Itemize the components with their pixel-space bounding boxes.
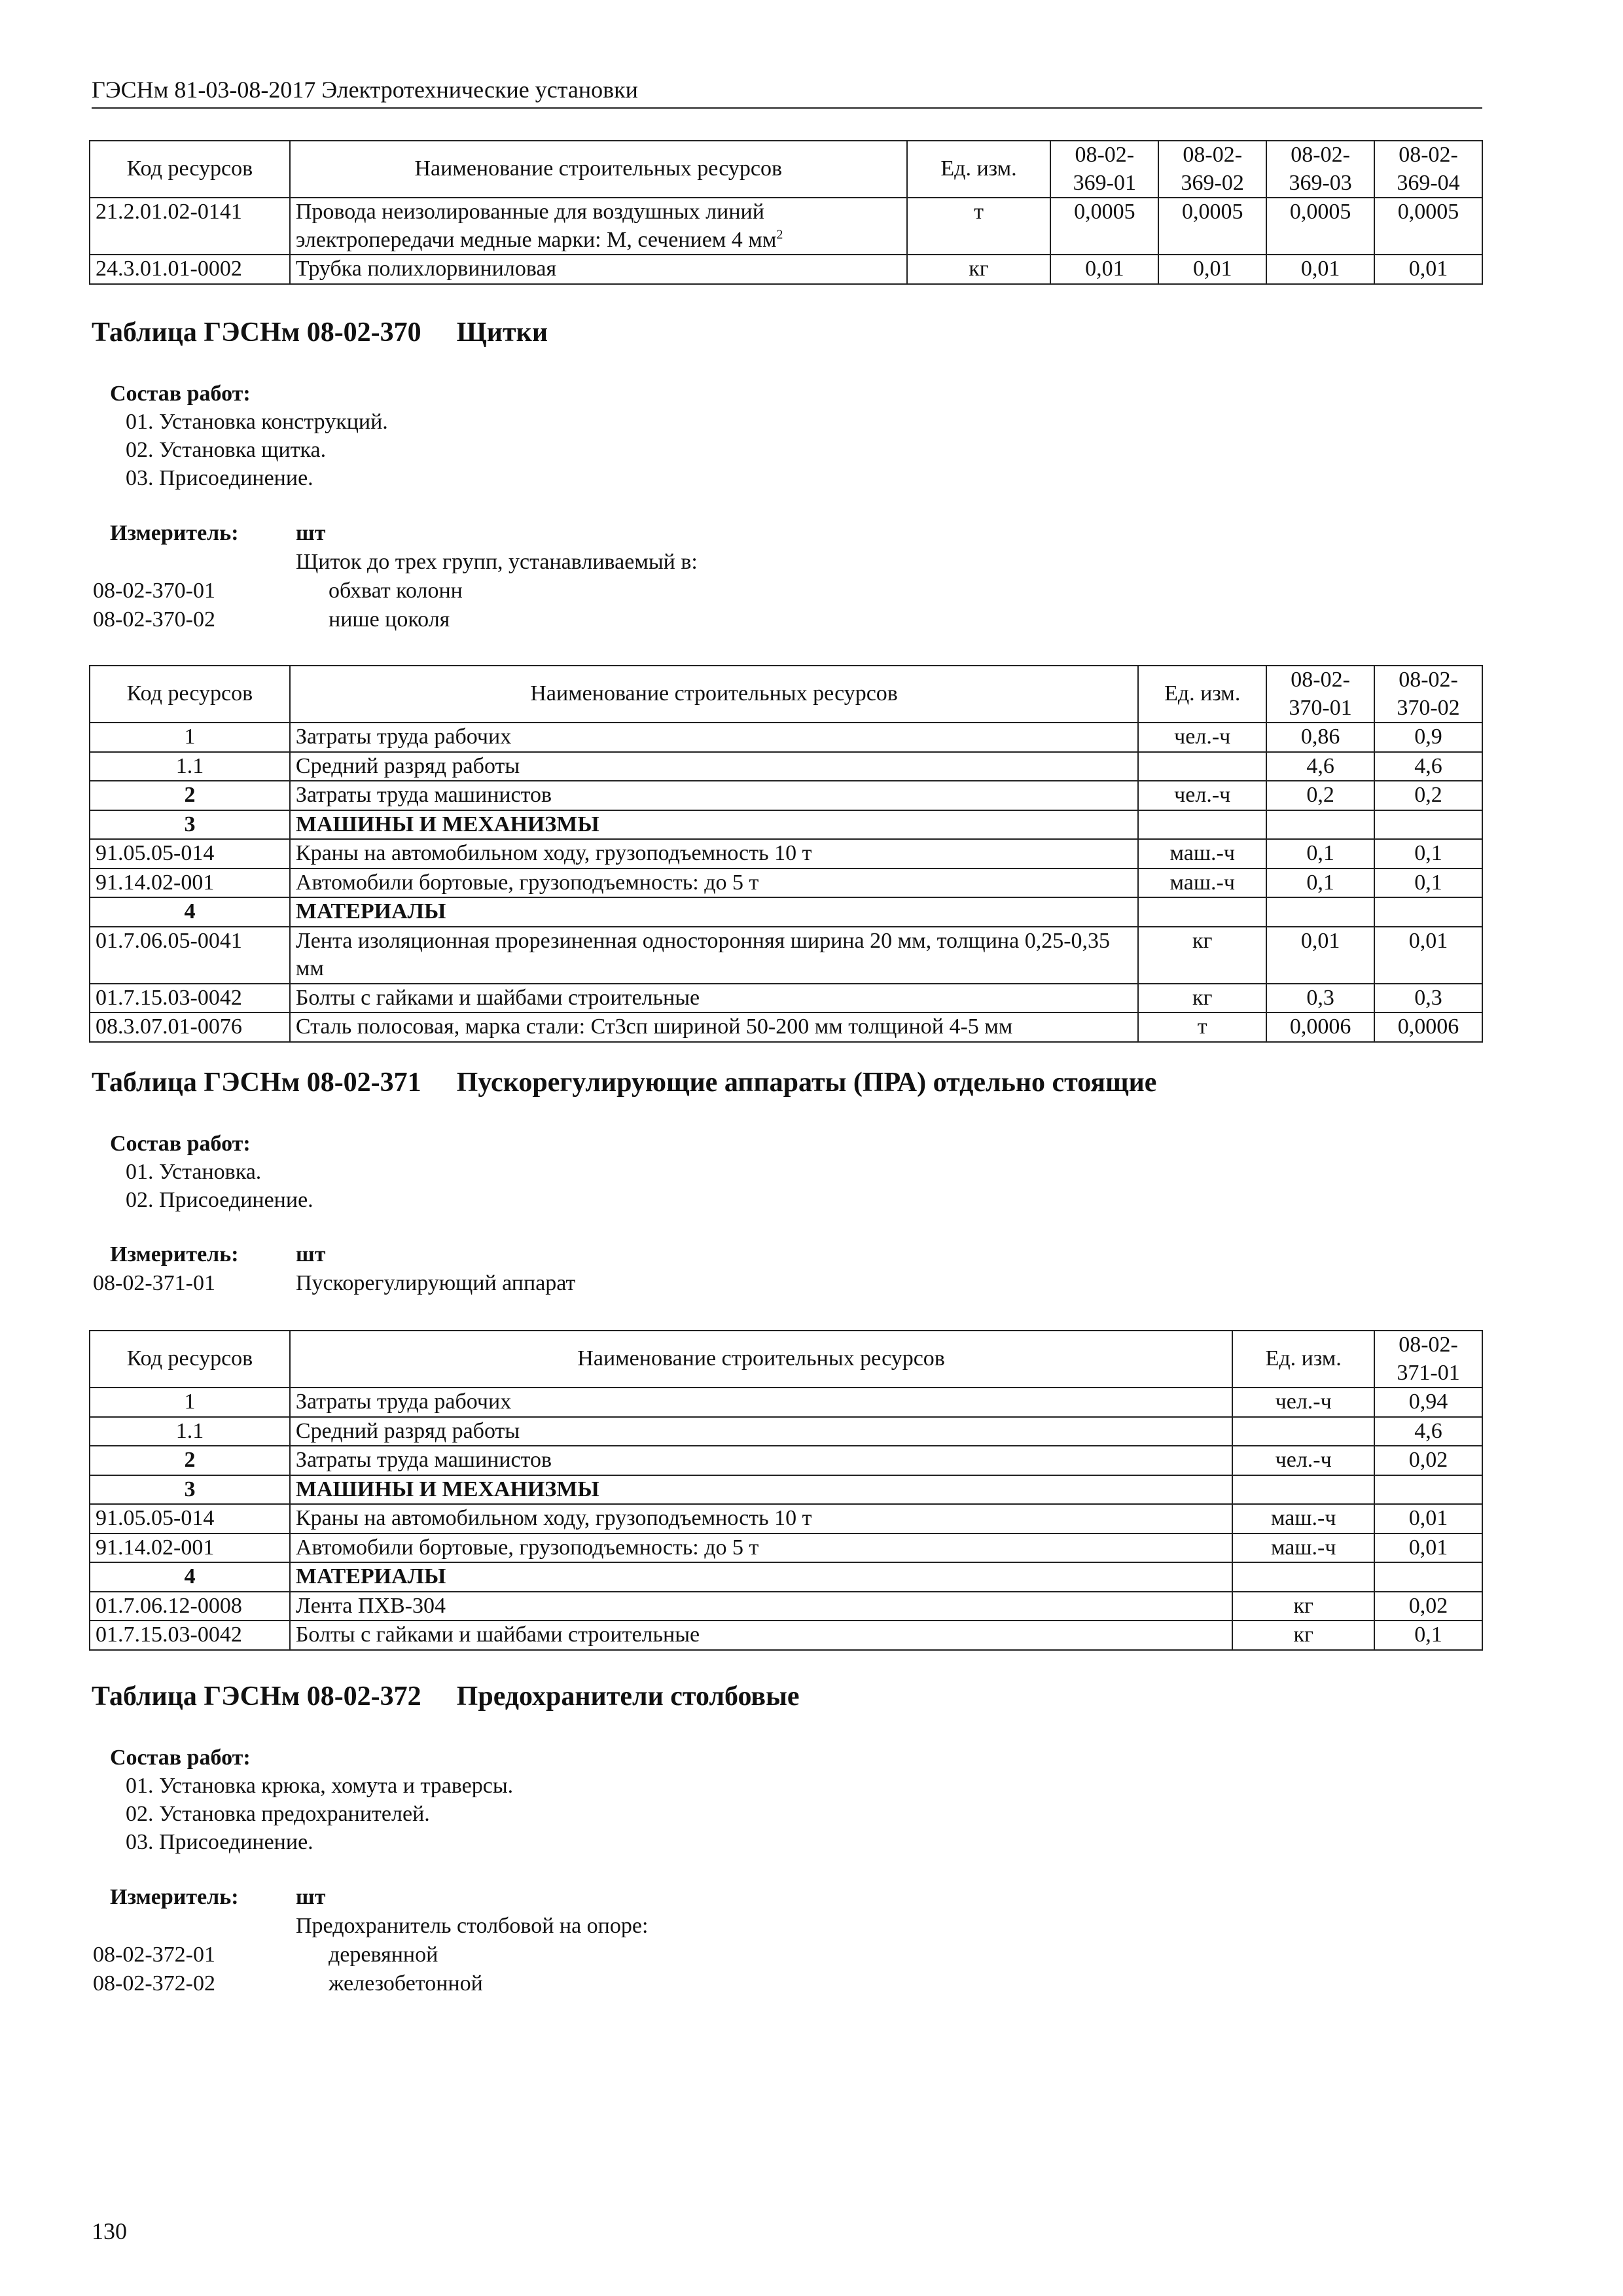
resource-value: 0,86 [1266,723,1374,752]
resource-value: 0,0005 [1050,198,1158,255]
work-item: 03. Присоединение. [126,1830,313,1854]
item-description: Пускорегулирующий аппарат [296,1271,576,1295]
resource-code: 21.2.01.02-0141 [90,198,290,255]
resource-code: 01.7.06.12-0008 [90,1592,290,1621]
resource-name: Краны на автомобильном ходу, грузоподъемность 10 т [290,839,1138,869]
table-row [90,198,1482,255]
resource-name: Затраты труда машинистов [290,781,1138,810]
resource-unit: кг [1232,1621,1374,1650]
resource-value: 4,6 [1374,1417,1482,1446]
resource-name: Автомобили бортовые, грузоподъемность: до 5 т [290,1534,1232,1563]
item-code: 08-02-371-01 [93,1271,215,1295]
title-prefix: Таблица ГЭСНм 08-02-372 [92,1681,421,1712]
resource-value: 0,01 [1374,255,1482,284]
resource-value: 0,0005 [1158,198,1266,255]
table-371 [89,1330,1483,1651]
item-description: железобетонной [329,1971,483,1996]
resource-name-text: Провода неизолированные для воздушных линий электропередачи медные марки: М, сечением 4 мм [295,200,777,252]
work-item: 02. Установка щитка. [126,438,327,462]
item-code: 08-02-372-02 [93,1971,215,1996]
resource-value: 0,01 [1374,1504,1482,1534]
work-composition-372 [110,1744,513,1856]
resource-name: Лента изоляционная прорезиненная односторонняя ширина 20 мм, толщина 0,25-0,35 мм [290,927,1138,984]
resource-unit [1232,1417,1374,1446]
header-unit: Ед. изм. [1138,666,1266,723]
resource-name: МАТЕРИАЛЫ [290,1562,1232,1592]
resource-code: 24.3.01.01-0002 [90,255,290,284]
resource-value [1374,1475,1482,1505]
resource-value: 0,2 [1374,781,1482,810]
resource-unit [1138,810,1266,840]
work-item: 02. Установка предохранителей. [126,1802,430,1826]
work-composition-371 [110,1130,313,1214]
table-369 [89,140,1483,285]
header-col: 08-02-370-02 [1374,666,1482,723]
resource-name: Затраты труда рабочих [290,723,1138,752]
header-code: Код ресурсов [90,666,290,723]
title-name: Предохранители столбовые [456,1681,800,1712]
resource-value [1374,897,1482,927]
table-row [90,1592,1482,1621]
table-row [90,1621,1482,1650]
resource-name: Средний разряд работы [290,752,1138,781]
meter-label: Измеритель: [110,1885,239,1909]
resource-value: 0,94 [1374,1388,1482,1417]
table-row [90,1475,1482,1505]
resource-value: 4,6 [1374,752,1482,781]
table-row [90,869,1482,898]
resource-code: 1 [90,1388,290,1417]
resource-name: МАШИНЫ И МЕХАНИЗМЫ [290,810,1138,840]
resource-value: 4,6 [1266,752,1374,781]
resource-code: 91.05.05-014 [90,1504,290,1534]
resource-value: 0,3 [1266,984,1374,1013]
section-title-372 [92,1681,800,1712]
header-name: Наименование строительных ресурсов [290,1331,1232,1388]
resource-unit: чел.-ч [1232,1446,1374,1475]
resource-code: 91.05.05-014 [90,839,290,869]
header-col: 08-02-369-04 [1374,141,1482,198]
resource-unit: кг [1232,1592,1374,1621]
table-row [90,897,1482,927]
resource-value: 0,0005 [1266,198,1374,255]
resource-unit [1232,1562,1374,1592]
resource-value: 0,01 [1266,927,1374,984]
work-label: Состав работ: [110,1746,251,1770]
meter-unit: шт [296,1242,326,1266]
work-item: 01. Установка. [126,1160,262,1184]
resource-name: Краны на автомобильном ходу, грузоподъемность 10 т [290,1504,1232,1534]
resource-unit: т [1138,1013,1266,1042]
resource-value: 0,01 [1158,255,1266,284]
resource-code: 2 [90,1446,290,1475]
resource-value: 0,1 [1374,1621,1482,1650]
work-item: 03. Присоединение. [126,466,313,490]
header-col: 08-02-370-01 [1266,666,1374,723]
table-row [90,1446,1482,1475]
resource-unit: чел.-ч [1232,1388,1374,1417]
resource-code: 3 [90,810,290,840]
work-label: Состав работ: [110,382,251,406]
resource-value: 0,01 [1374,1534,1482,1563]
table-row [90,752,1482,781]
resource-unit: чел.-ч [1138,781,1266,810]
header-unit: Ед. изм. [907,141,1051,198]
header-col: 08-02-369-02 [1158,141,1266,198]
table-row [90,1013,1482,1042]
resource-unit [1138,897,1266,927]
header-unit: Ед. изм. [1232,1331,1374,1388]
resource-code: 91.14.02-001 [90,869,290,898]
resource-code: 01.7.15.03-0042 [90,984,290,1013]
resource-name: Затраты труда машинистов [290,1446,1232,1475]
resource-value: 0,02 [1374,1446,1482,1475]
resource-unit: т [907,198,1051,255]
table-row [90,1504,1482,1534]
resource-name: Средний разряд работы [290,1417,1232,1446]
resource-name: Сталь полосовая, марка стали: Ст3сп шириной 50-200 мм толщиной 4-5 мм [290,1013,1138,1042]
section-title-370 [92,317,548,348]
meter-unit: шт [296,1885,326,1909]
work-item: 02. Присоединение. [126,1188,313,1212]
resource-name: Лента ПХВ-304 [290,1592,1232,1621]
resource-value: 0,0006 [1266,1013,1374,1042]
title-prefix: Таблица ГЭСНм 08-02-371 [92,1067,421,1098]
section-title-371 [92,1067,1156,1098]
resource-value: 0,01 [1050,255,1158,284]
resource-code: 4 [90,1562,290,1592]
title-prefix: Таблица ГЭСНм 08-02-370 [92,317,421,348]
resource-code: 3 [90,1475,290,1505]
resource-value [1266,810,1374,840]
resource-value: 0,9 [1374,723,1482,752]
resource-unit [1232,1475,1374,1505]
header-code: Код ресурсов [90,1331,290,1388]
header-code: Код ресурсов [90,141,290,198]
resource-name: МАШИНЫ И МЕХАНИЗМЫ [290,1475,1232,1505]
meter-description: Щиток до трех групп, устанавливаемый в: [296,550,698,574]
resource-code: 1.1 [90,1417,290,1446]
work-label: Состав работ: [110,1132,251,1156]
table-row [90,1417,1482,1446]
resource-name: Затраты труда рабочих [290,1388,1232,1417]
table-row [90,781,1482,810]
resource-name: Автомобили бортовые, грузоподъемность: до 5 т [290,869,1138,898]
header-col: 08-02-369-03 [1266,141,1374,198]
resource-name: МАТЕРИАЛЫ [290,897,1138,927]
page-number: 130 [92,2218,127,2244]
table-row [90,810,1482,840]
meter-description: Предохранитель столбовой на опоре: [296,1914,649,1938]
resource-unit: маш.-ч [1138,839,1266,869]
item-code: 08-02-370-01 [93,579,215,603]
running-header: ГЭСНм 81-03-08-2017 Электротехнические установки [92,77,1482,109]
resource-name: Трубка полихлорвиниловая [290,255,907,284]
resource-unit: маш.-ч [1138,869,1266,898]
resource-code: 08.3.07.01-0076 [90,1013,290,1042]
resource-value: 0,1 [1374,869,1482,898]
resource-value [1374,1562,1482,1592]
meter-label: Измеритель: [110,1242,239,1266]
resource-unit: кг [907,255,1051,284]
resource-name: Болты с гайками и шайбами строительные [290,1621,1232,1650]
table-row [90,1562,1482,1592]
resource-name [290,198,907,255]
title-name: Щитки [456,317,548,348]
resource-value: 0,1 [1374,839,1482,869]
header-name: Наименование строительных ресурсов [290,141,907,198]
resource-value: 0,0005 [1374,198,1482,255]
table-row [90,1388,1482,1417]
table-row [90,984,1482,1013]
resource-unit: кг [1138,984,1266,1013]
resource-unit: чел.-ч [1138,723,1266,752]
resource-value: 0,02 [1374,1592,1482,1621]
superscript: 2 [776,227,783,242]
header-name: Наименование строительных ресурсов [290,666,1138,723]
work-item: 01. Установка конструкций. [126,410,388,434]
title-name: Пускорегулирующие аппараты (ПРА) отдельно стоящие [456,1067,1157,1098]
resource-code: 01.7.15.03-0042 [90,1621,290,1650]
resource-code: 1 [90,723,290,752]
table-370 [89,665,1483,1043]
work-item: 01. Установка крюка, хомута и траверсы. [126,1774,514,1798]
meter-unit: шт [296,521,326,545]
work-composition-370 [110,380,388,492]
resource-value: 0,1 [1266,869,1374,898]
item-description: нише цоколя [329,607,450,632]
resource-code: 01.7.06.05-0041 [90,927,290,984]
resource-value [1374,810,1482,840]
table-row [90,255,1482,284]
resource-unit: кг [1138,927,1266,984]
meter-label: Измеритель: [110,521,239,545]
item-description: обхват колонн [329,579,463,603]
resource-value: 0,3 [1374,984,1482,1013]
resource-value: 0,1 [1266,839,1374,869]
resource-value: 0,01 [1374,927,1482,984]
resource-value: 0,0006 [1374,1013,1482,1042]
resource-unit: маш.-ч [1232,1504,1374,1534]
item-code: 08-02-370-02 [93,607,215,632]
table-row [90,723,1482,752]
item-description: деревянной [329,1943,438,1967]
header-col: 08-02-371-01 [1374,1331,1482,1388]
table-row [90,1534,1482,1563]
item-code: 08-02-372-01 [93,1943,215,1967]
resource-code: 1.1 [90,752,290,781]
resource-code: 2 [90,781,290,810]
table-row [90,839,1482,869]
resource-code: 4 [90,897,290,927]
resource-unit: маш.-ч [1232,1534,1374,1563]
resource-value [1266,897,1374,927]
resource-value: 0,01 [1266,255,1374,284]
resource-code: 91.14.02-001 [90,1534,290,1563]
table-row [90,927,1482,984]
resource-name: Болты с гайками и шайбами строительные [290,984,1138,1013]
resource-unit [1138,752,1266,781]
resource-value: 0,2 [1266,781,1374,810]
header-col: 08-02-369-01 [1050,141,1158,198]
